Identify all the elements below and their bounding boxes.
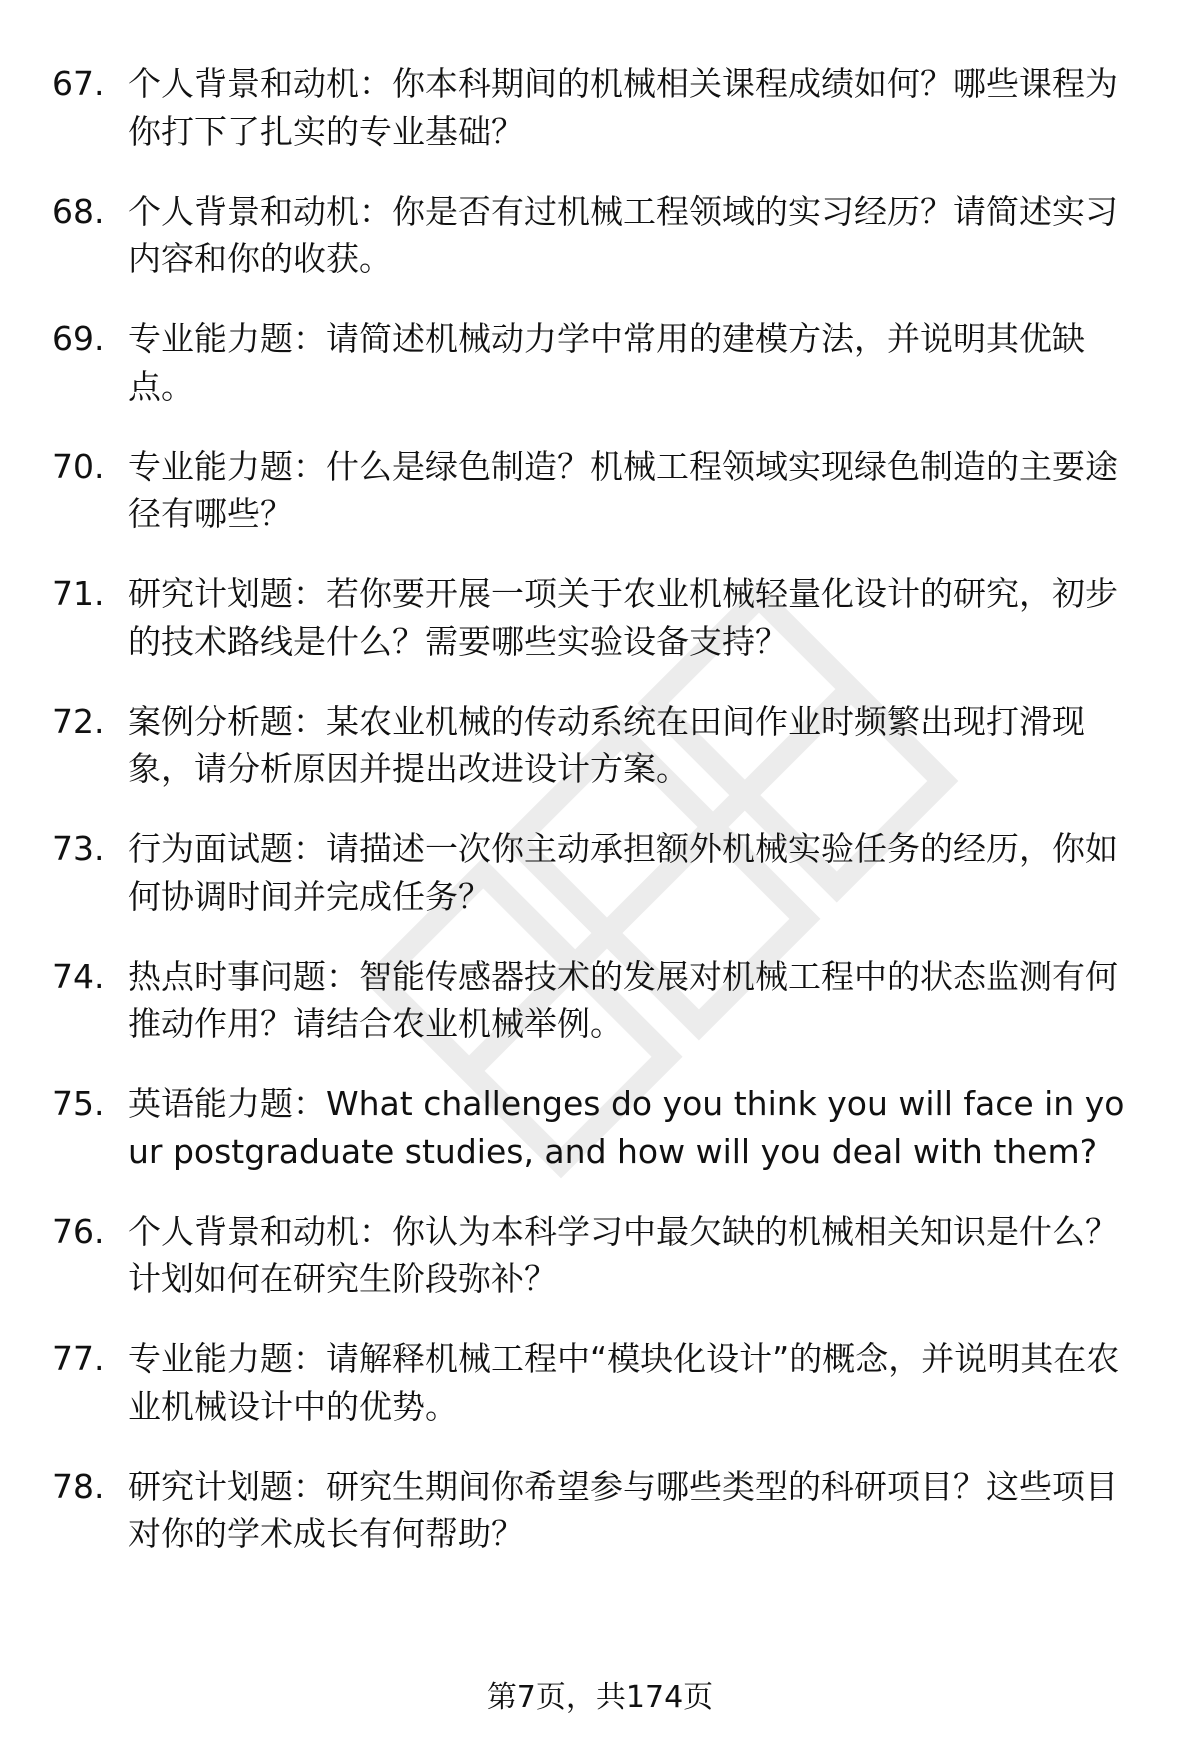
question-text: 案例分析题：某农业机械的传动系统在田间作业时频繁出现打滑现象，请分析原因并提出改进设计方案。 [128,701,1085,788]
question-text: 个人背景和动机：你认为本科学习中最欠缺的机械相关知识是什么？计划如何在研究生阶段弥补？ [128,1211,1118,1298]
question-number: 74. [52,956,105,996]
question-item [52,570,1142,665]
question-item [52,825,1142,920]
question-item [52,315,1142,410]
question-number: 75. [52,1084,105,1123]
question-text: 研究计划题：若你要开展一项关于农业机械轻量化设计的研究，初步的技术路线是什么？需要哪些实验设备支持？ [128,574,1118,661]
question-item [52,1080,1142,1175]
question-text: 个人背景和动机：你本科期间的机械相关课程成绩如何？哪些课程为你打下了扎实的专业基础？ [128,64,1118,151]
page-footer [0,1678,1200,1718]
question-item [52,1208,1142,1303]
question-item [52,1335,1142,1430]
question-text: 个人背景和动机：你是否有过机械工程领域的实习经历？请简述实习内容和你的收获。 [128,191,1118,278]
question-item [52,443,1142,538]
question-number: 67. [52,64,105,103]
question-number: 72. [52,701,105,741]
question-number: 77. [52,1339,105,1378]
question-text: 专业能力题：什么是绿色制造？机械工程领域实现绿色制造的主要途径有哪些？ [128,446,1118,533]
question-number: 73. [52,829,105,868]
question-number: 76. [52,1211,105,1251]
page-number-label: 第7页，共174页 [486,1680,714,1715]
question-item [52,698,1142,793]
question-text: 专业能力题：请解释机械工程中“模块化设计”的概念，并说明其在农业机械设计中的优势。 [128,1339,1120,1426]
question-item [52,1463,1142,1558]
question-number: 71. [52,574,105,613]
question-text: 热点时事问题：智能传感器技术的发展对机械工程中的状态监测有何推动作用？请结合农业机械举例。 [128,956,1118,1043]
question-number: 78. [52,1466,105,1506]
question-number: 69. [52,319,105,358]
question-item [52,953,1142,1048]
question-number: 68. [52,191,105,231]
question-number: 70. [52,446,105,486]
question-text: 英语能力题：What challenges do you think you will face in your postgraduate studies, and how will you deal with them? [128,1084,1125,1171]
question-text: 专业能力题：请简述机械动力学中常用的建模方法，并说明其优缺点。 [128,319,1085,406]
question-text: 行为面试题：请描述一次你主动承担额外机械实验任务的经历，你如何协调时间并完成任务？ [128,829,1118,916]
question-list [52,60,1142,1590]
question-item [52,188,1142,283]
question-text: 研究计划题：研究生期间你希望参与哪些类型的科研项目？这些项目对你的学术成长有何帮助？ [128,1466,1118,1553]
question-item [52,60,1142,155]
